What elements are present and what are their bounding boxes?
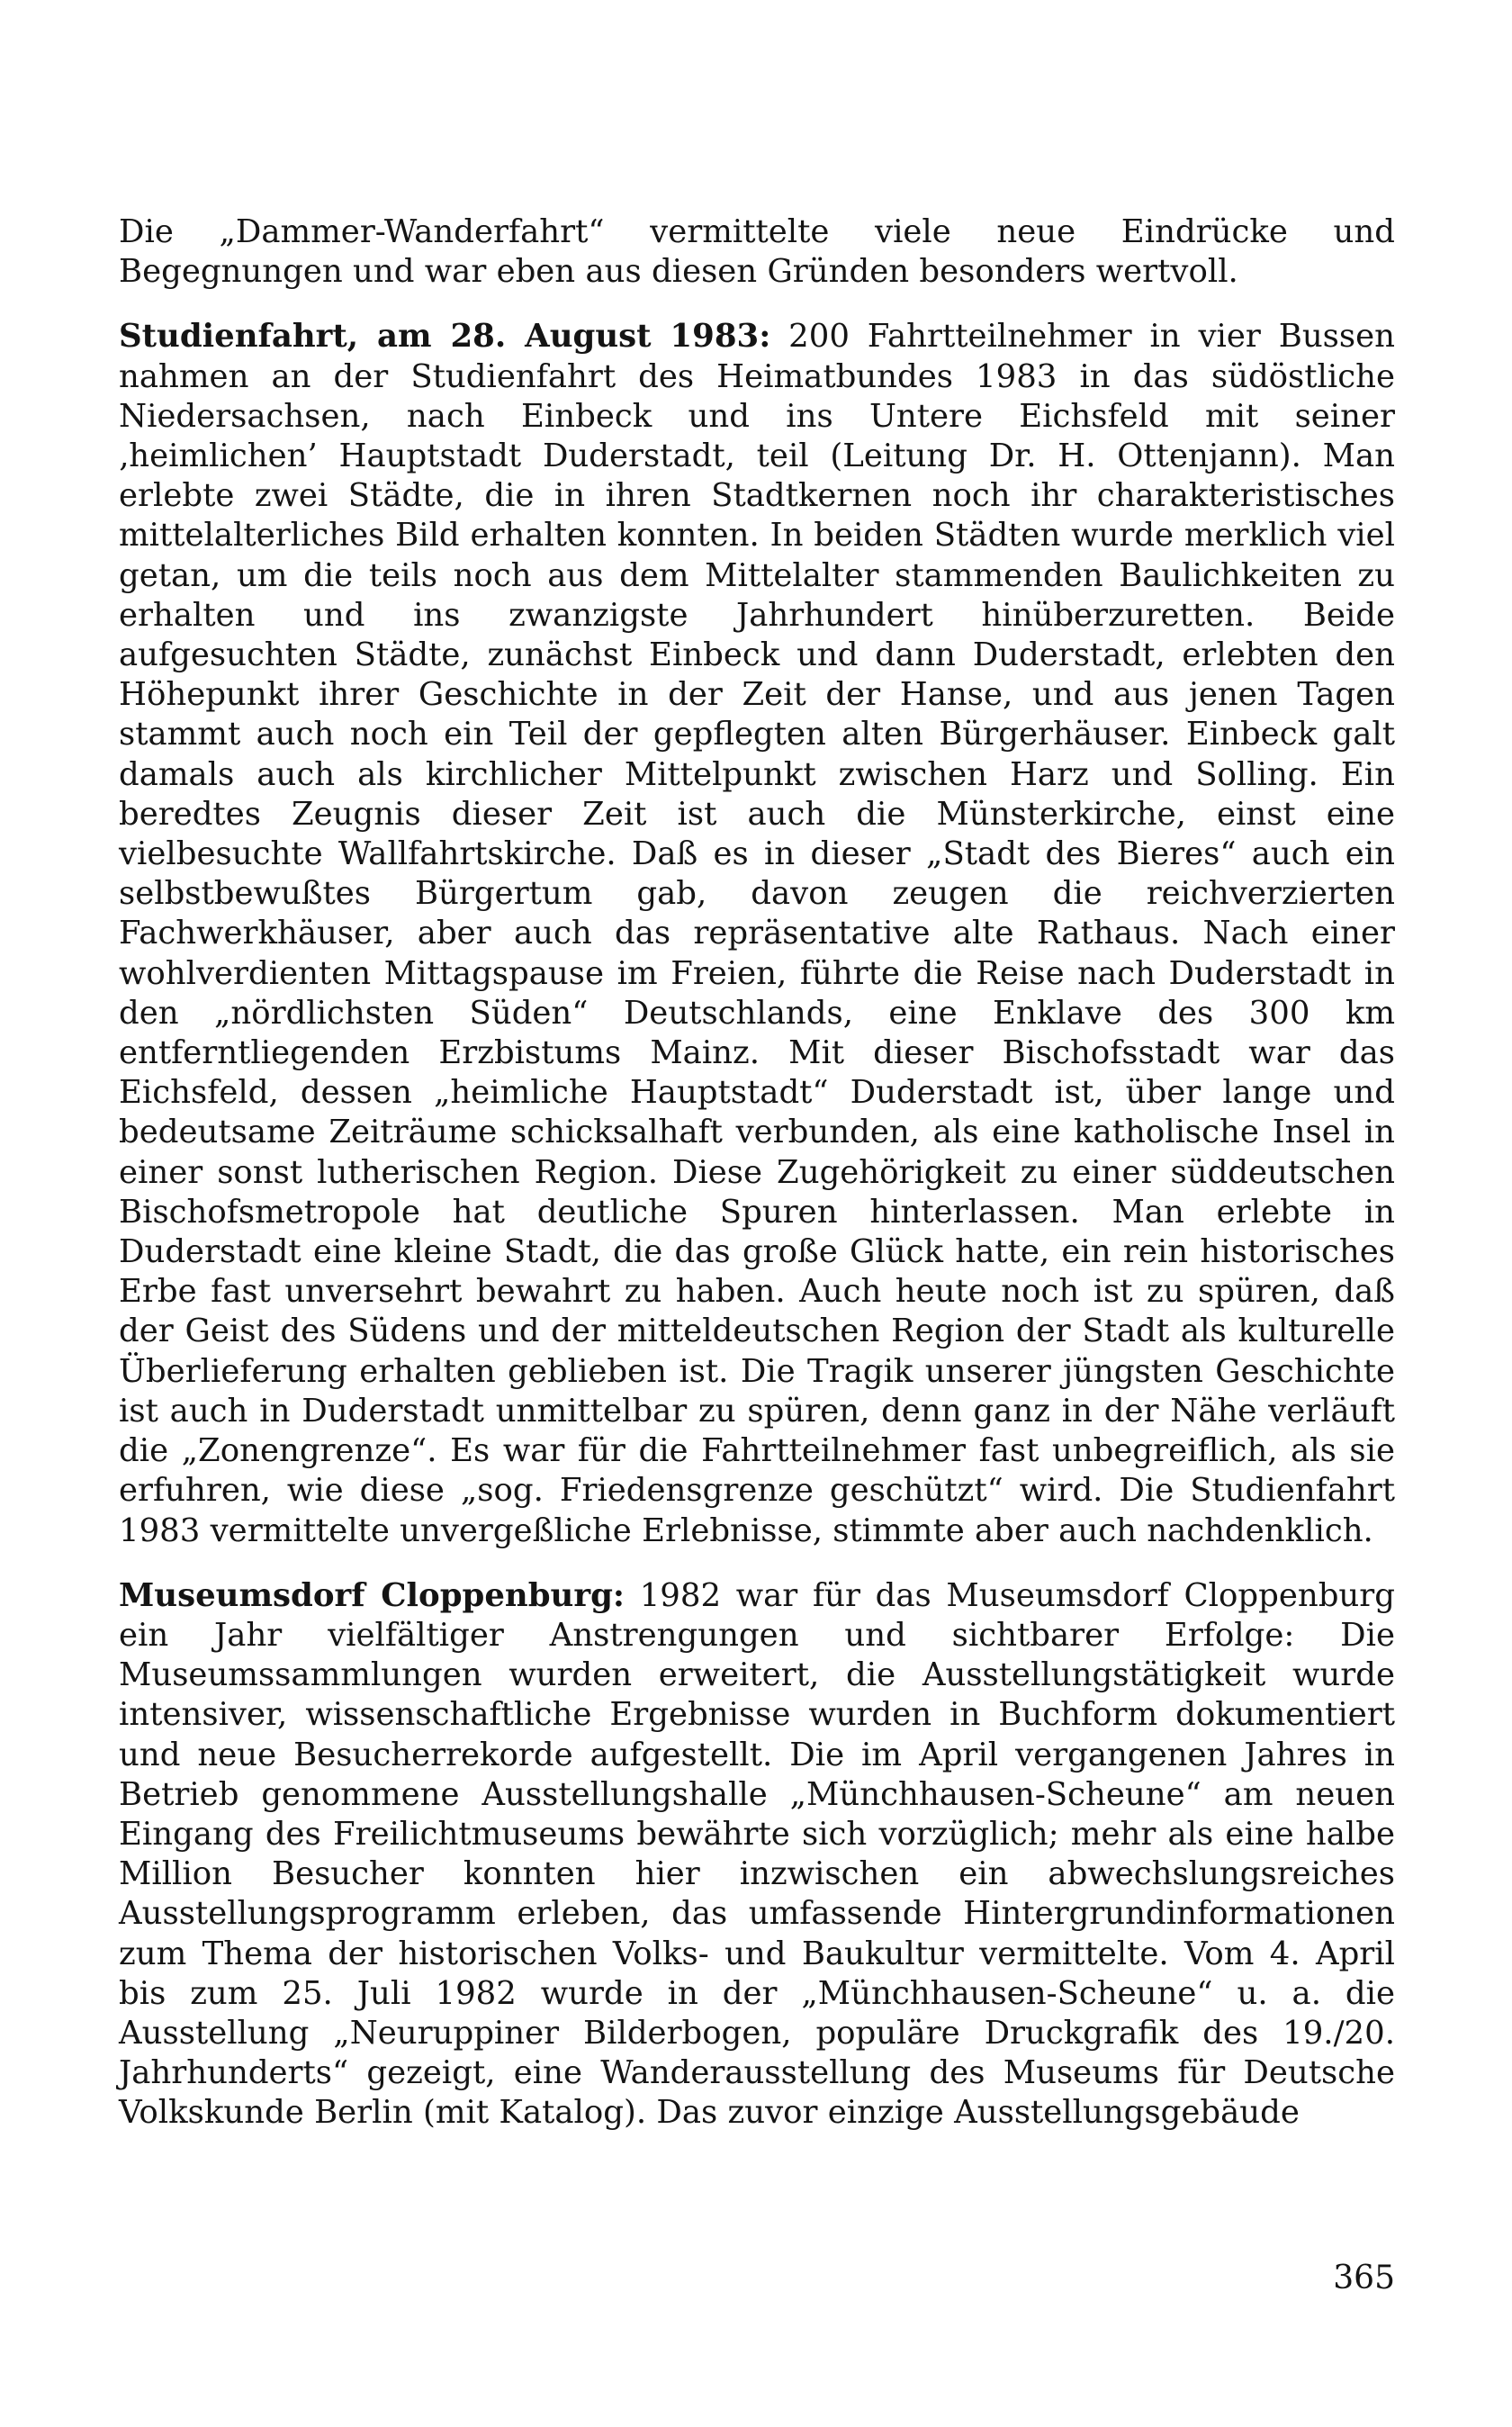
paragraph-heading: Museumsdorf Cloppenburg: [119, 1576, 626, 1614]
paragraph-text: Die „Dammer-Wanderfahrt“ vermittelte viele neue Eindrücke und Begegnungen und war eben aus diesen Gründen besonders wertvoll. [119, 213, 1395, 291]
page-number: 365 [1333, 2260, 1395, 2296]
paragraph-dammer-wanderfahrt [119, 212, 1395, 292]
paragraph-studienfahrt [119, 317, 1395, 1550]
paragraph-museumsdorf [119, 1576, 1395, 2134]
paragraph-text: 1982 war für das Museumsdorf Cloppenburg ein Jahr vielfältiger Anstrengungen und sichtbarer Erfolge: Die Museumssammlungen wurden erweitert, die Ausstellungstätigkeit wurde intensiver, wissenschaftliche Ergebnisse wurden in Buchform dokumentiert und neue Besucherrekorde aufgestellt. Die im April vergangenen Jahres in Betrieb genommene Ausstellungshalle „Münchhausen-Scheune“ am neuen Eingang des Freilichtmuseums bewährte sich vorzüglich; mehr als eine halbe Million Besucher konnten hier inzwischen ein abwechslungsreiches Ausstellungsprogramm erleben, das umfassende Hintergrundinformationen zum Thema der historischen Volks- und Baukultur vermittelte. Vom 4. April bis zum 25. Juli 1982 wurde in der „Münchhausen-Scheune“ u. a. die Ausstellung „Neuruppiner Bilderbogen, populäre Druckgrafik des 19./20. Jahrhunderts“ gezeigt, eine Wanderausstellung des Museums für Deutsche Volkskunde Berlin (mit Katalog). Das zuvor einzige Ausstellungsgebäude [119, 1576, 1395, 2132]
paragraph-heading: Studienfahrt, am 28. August 1983: [119, 318, 771, 356]
body-text [119, 212, 1395, 2159]
paragraph-text: 200 Fahrtteilnehmer in vier Bussen nahmen an der Studienfahrt des Heimatbundes 1983 in das südöstliche Niedersachsen, nach Einbeck und ins Untere Eichsfeld mit seiner ‚heimlichen’ Hauptstadt Duderstadt, teil (Leitung Dr. H. Ottenjann). Man erlebte zwei Städte, die in ihren Stadtkernen noch ihr charakteristisches mittelalterliches Bild erhalten konnten. In beiden Städten wurde merklich viel getan, um die teils noch aus dem Mittelalter stammenden Baulichkeiten zu erhalten und ins zwanzigste Jahrhundert hinüberzuretten. Beide aufgesuchten Städte, zunächst Einbeck und dann Duderstadt, erlebten den Höhepunkt ihrer Geschichte in der Zeit der Hanse, und aus jenen Tagen stammt auch noch ein Teil der gepflegten alten Bürgerhäuser. Einbeck galt damals auch als kirchlicher Mittelpunkt zwischen Harz und Solling. Ein beredtes Zeugnis dieser Zeit ist auch die Münsterkirche, einst eine vielbesuchte Wallfahrtskirche. Daß es in dieser „Stadt des Bieres“ auch ein selbstbewußtes Bürgertum gab, davon zeugen die reichverzierten Fachwerkhäuser, aber auch das repräsentative alte Rathaus. Nach einer wohlverdienten Mittagspause im Freien, führte die Reise nach Duderstadt in den „nördlichsten Süden“ Deutschlands, eine Enklave des 300 km entferntliegenden Erzbistums Mainz. Mit dieser Bischofsstadt war das Eichsfeld, dessen „heimliche Hauptstadt“ Duderstadt ist, über lange und bedeutsame Zeiträume schicksalhaft verbunden, als eine katholische Insel in einer sonst lutherischen Region. Diese Zugehörigkeit zu einer süddeutschen Bischofsmetropole hat deutliche Spuren hinterlassen. Man erlebte in Duderstadt eine kleine Stadt, die das große Glück hatte, ein rein historisches Erbe fast unversehrt bewahrt zu haben. Auch heute noch ist zu spüren, daß der Geist des Südens und der mitteldeutschen Region der Stadt als kulturelle Überlieferung erhalten geblieben ist. Die Tragik unserer jüngsten Geschichte ist auch in Duderstadt unmittelbar zu spüren, denn ganz in der Nähe verläuft die „Zonengrenze“. Es war für die Fahrtteilnehmer fast unbegreiflich, als sie erfuhren, wie diese „sog. Friedensgrenze geschützt“ wird. Die Studienfahrt 1983 vermittelte unvergeßliche Erlebnisse, stimmte aber auch nachdenklich. [119, 318, 1395, 1549]
